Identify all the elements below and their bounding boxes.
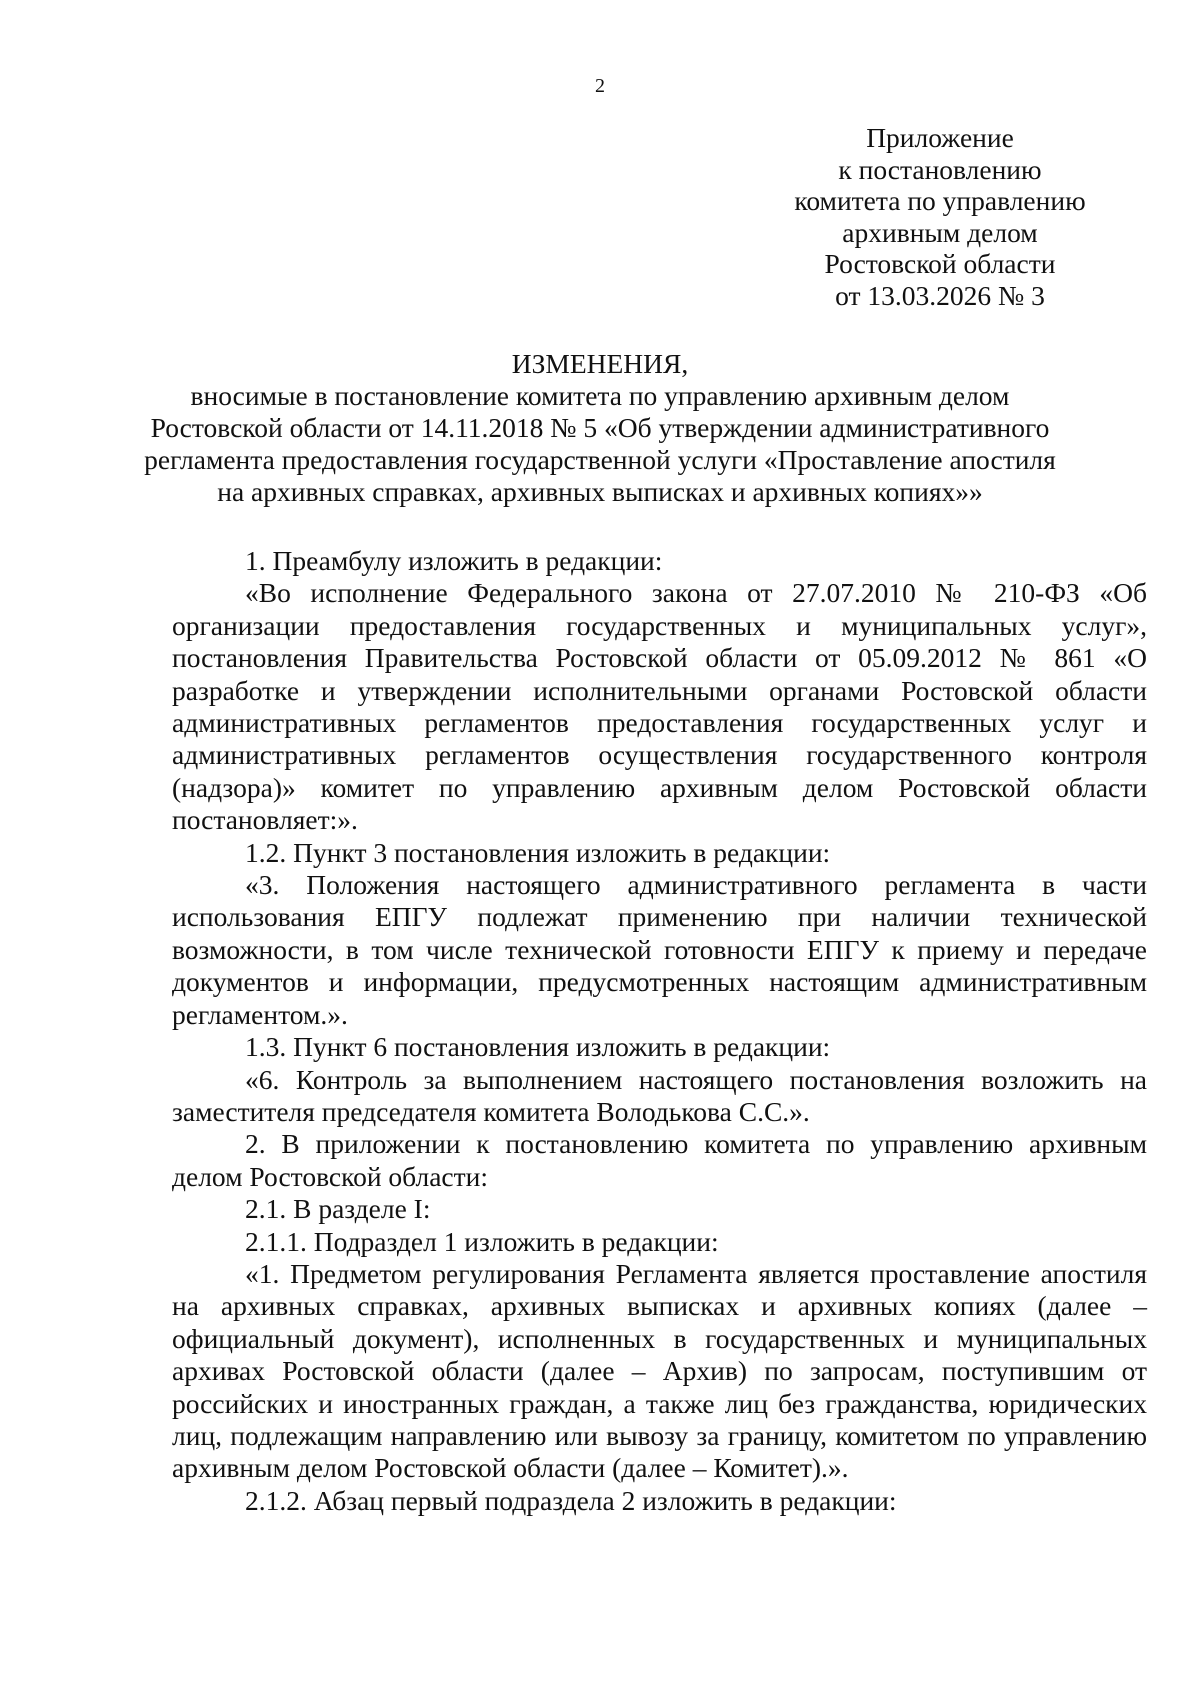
title-line: Ростовской области от 14.11.2018 № 5 «Об утверждении административного bbox=[150, 412, 1050, 443]
appendix-line: к постановлению bbox=[838, 153, 1042, 185]
appendix-block bbox=[790, 122, 1090, 311]
paragraph-preamble-text: «Во исполнение Федерального закона от 27.07.2010 № 210-ФЗ «Об организации предоставления государственных и муниципальных услуг», постановления Правительства Ростовской области от 05.09.2012 № 861 «О разработке и утверждении исполнительными органами Ростовской области административных регламентов предоставления государственных услуг и административных регламентов осуществления государственного контроля (надзора)» комитет по управлению архивным делом Ростовской области постановляет:». bbox=[172, 577, 1147, 836]
title-line: вносимые в постановление комитета по управлению архивным делом bbox=[190, 380, 1010, 411]
appendix-line: от 13.03.2026 № 3 bbox=[835, 279, 1045, 311]
paragraph-1: 1. Преамбулу изложить в редакции: bbox=[245, 545, 663, 576]
appendix-line: архивным делом bbox=[842, 216, 1038, 248]
title-heading: ИЗМЕНЕНИЯ, bbox=[511, 348, 689, 379]
document-body bbox=[172, 545, 1147, 1517]
paragraph-subsection-1-text: «1. Предметом регулирования Регламента является проставление апостиля на архивных справках, архивных выписках и архивных копиях (далее – официальный документ), исполненных в государственных и муниципальных архивах Ростовской области (далее – Архив) по запросам, поступившим от российских и иностранных граждан, а также лиц без гражданства, юридических лиц, подлежащим направлению или вывозу за границу, комитетом по управлению архивным делом Ростовской области (далее – Комитет).». bbox=[172, 1257, 1147, 1484]
paragraph-point-6-text: «6. Контроль за выполнением настоящего постановления возложить на заместителя председателя комитета Володькова С.С.». bbox=[172, 1063, 1147, 1127]
appendix-line: Приложение bbox=[866, 122, 1014, 153]
page-number: 2 bbox=[595, 75, 605, 97]
document-title bbox=[0, 348, 1200, 508]
paragraph-2: 2. В приложении к постановлению комитета по управлению архивным делом Ростовской области: bbox=[172, 1128, 1147, 1192]
paragraph-2-1-1: 2.1.1. Подраздел 1 изложить в редакции: bbox=[245, 1225, 719, 1257]
title-line: на архивных справках, архивных выписках и архивных копиях»» bbox=[217, 476, 983, 507]
paragraph-2-1: 2.1. В разделе I: bbox=[245, 1193, 431, 1225]
paragraph-point-3-text: «3. Положения настоящего административного регламента в части использования ЕПГУ подлежат применению при наличии технической возможности, в том числе технической готовности ЕПГУ к приему и передаче документов и информации, предусмотренных настоящим административным регламентом.». bbox=[172, 869, 1147, 1030]
title-line: регламента предоставления государственной услуги «Проставление апостиля bbox=[144, 444, 1056, 475]
paragraph-1-3: 1.3. Пункт 6 постановления изложить в редакции: bbox=[245, 1031, 831, 1063]
paragraph-2-1-2: 2.1.2. Абзац первый подраздела 2 изложить в редакции: bbox=[245, 1484, 897, 1516]
appendix-line: комитета по управлению bbox=[794, 185, 1086, 216]
paragraph-1-2: 1.2. Пункт 3 постановления изложить в редакции: bbox=[245, 836, 831, 868]
appendix-line: Ростовской области bbox=[824, 248, 1056, 279]
